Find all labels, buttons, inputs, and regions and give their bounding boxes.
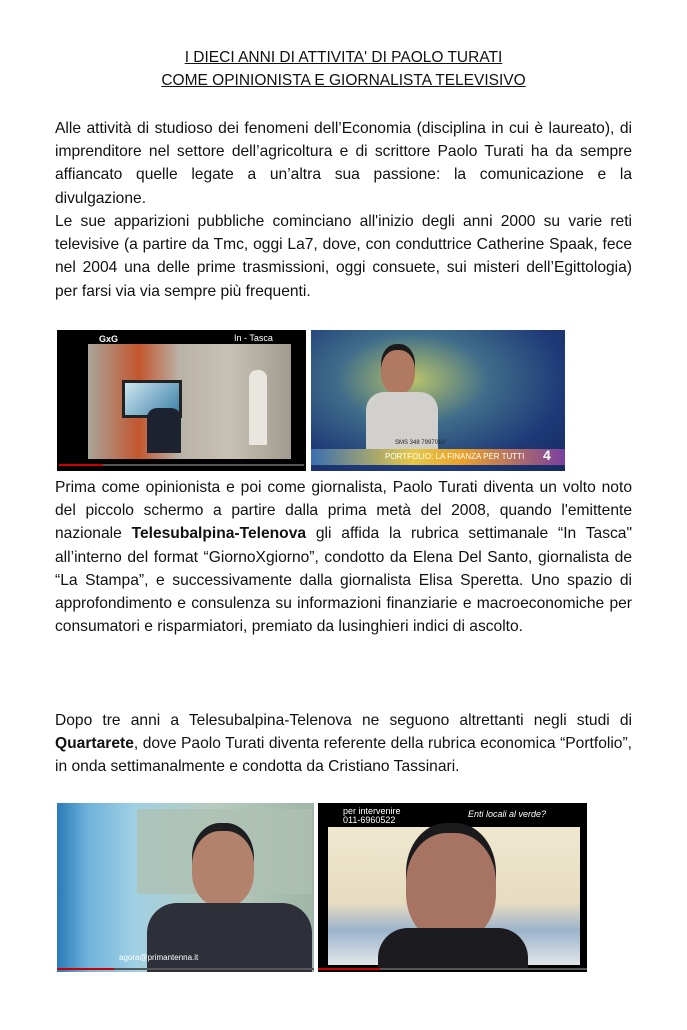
photo-portfolio <box>311 330 565 471</box>
paragraph-telesubalpina <box>55 476 632 638</box>
photo-enti-locali <box>318 803 587 972</box>
channel-logo: GxG <box>99 334 119 344</box>
paragraph-quartarete <box>55 709 632 779</box>
title-line-2: COME OPINIONISTA E GIORNALISTA TELEVISIVO <box>161 72 526 89</box>
paragraph-early-appearances: Le sue apparizioni pubbliche cominciano all'inizio degli anni 2000 su varie reti televisive (a partire da Tmc, oggi La7, dove, con conduttrice Catherine Spaak, fece nel 2004 una delle prime trasmissioni, oggi consuete, sui misteri dell’Egittologia) per farsi via via sempre più frequenti. <box>55 213 632 300</box>
caption-portfolio: PORTFOLIO: LA FINANZA PER TUTTI <box>385 452 525 461</box>
paragraph-intro: Alle attività di studioso dei fenomeni dell’Economia (disciplina in cui è laureato), di imprenditore nel settore dell’agricoltura e di scrittore Paolo Turati ha da sempre affiancato quelle legate a un’altra sua passione: la comunicazione e la divulgazione. <box>55 120 632 207</box>
caption-in-tasca: In - Tasca <box>234 333 273 343</box>
video-progress-bar[interactable] <box>57 968 314 970</box>
text: Prima come opinionista e poi come giornalista, Paolo Turati diventa un volto noto del piccolo schermo a partire dalla prima metà del 2008, quando l'emittente nazionale <box>55 479 632 543</box>
phone-number: 011-6960522 <box>343 815 396 825</box>
broadcaster-name: Quartarete <box>55 735 134 753</box>
sms-number: SMS 348 7997010 <box>395 440 445 446</box>
photo-in-tasca <box>57 330 306 471</box>
photo-agora <box>57 803 314 972</box>
email-caption: agora@primantenna.it <box>119 953 199 962</box>
title-line-1: I DIECI ANNI DI ATTIVITA' DI PAOLO TURATI <box>184 49 503 66</box>
text: gli affida la rubrica settimanale “In Tasca" all’interno del format “GiornoXgiorno”, condotto da Elena Del Santo, giornalista de “La Stampa”, e successivamente dalla giornalista Elisa Speretta. Uno spazio di approfondimento e consulenza su informazioni finanziarie e macroeconomiche per consumatori e risparmiatori, premiato da lusinghieri indici di ascolto. <box>55 525 633 636</box>
phone-label: per intervenire <box>343 806 401 816</box>
text: Dopo tre anni a Telesubalpina-Telenova ne seguono altrettanti negli studi di <box>55 712 632 729</box>
video-progress-bar[interactable] <box>318 968 587 970</box>
channel-number: 4 <box>543 447 551 463</box>
broadcaster-name: Telesubalpina-Telenova <box>131 525 307 543</box>
caption-enti-locali: Enti locali al verde? <box>468 809 547 819</box>
text: , dove Paolo Turati diventa referente della rubrica economica “Portfolio”, in onda settimanalmente e condotta da Cristiano Tassinari. <box>55 735 632 776</box>
video-progress-bar[interactable] <box>59 464 304 466</box>
